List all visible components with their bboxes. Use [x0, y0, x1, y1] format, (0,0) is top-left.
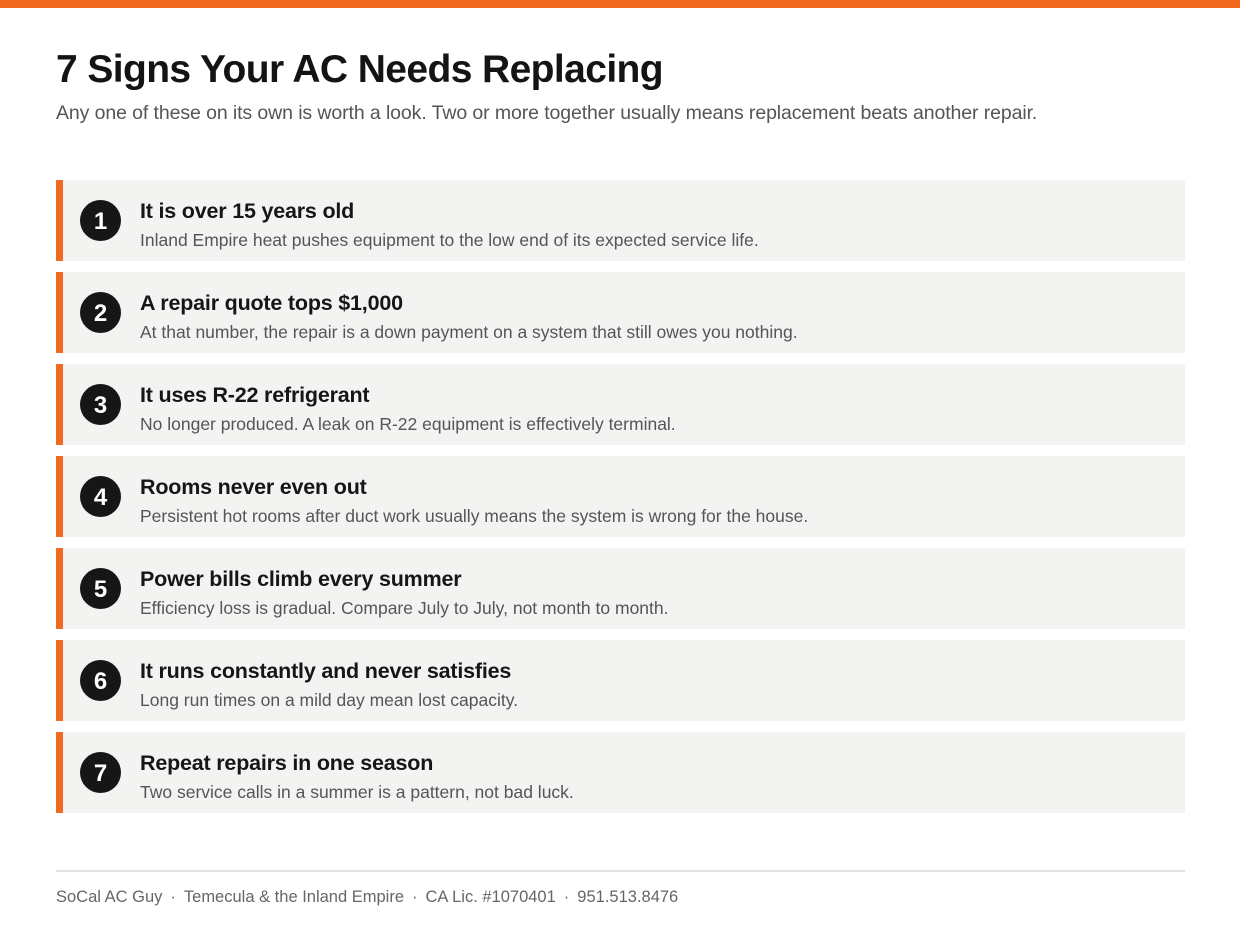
sign-accent-bar	[56, 272, 63, 353]
sign-accent-bar	[56, 548, 63, 629]
footer-separator: ·	[412, 888, 418, 906]
sign-number-badge: 2	[80, 292, 121, 333]
footer	[56, 886, 678, 908]
sign-accent-bar	[56, 640, 63, 721]
page-title: 7 Signs Your AC Needs Replacing	[56, 48, 663, 91]
sign-accent-bar	[56, 732, 63, 813]
sign-description: At that number, the repair is a down payment on a system that still owes you nothing.	[140, 322, 798, 342]
sign-card-7	[56, 732, 1185, 813]
footer-company: SoCal AC Guy	[56, 888, 163, 906]
footer-service-area: Temecula & the Inland Empire	[183, 888, 405, 906]
signs-list	[56, 180, 1185, 824]
sign-number-badge: 6	[80, 660, 121, 701]
sign-card-1	[56, 180, 1185, 261]
sign-title: It runs constantly and never satisfies	[140, 659, 512, 683]
sign-number-badge: 7	[80, 752, 121, 793]
sign-number-badge: 1	[80, 200, 121, 241]
footer-separator: ·	[563, 888, 570, 906]
sign-card-4	[56, 456, 1185, 537]
sign-title: Repeat repairs in one season	[140, 751, 434, 775]
sign-description: Inland Empire heat pushes equipment to the low end of its expected service life.	[140, 230, 759, 250]
sign-title: Rooms never even out	[140, 475, 367, 499]
sign-description: Persistent hot rooms after duct work usually means the system is wrong for the house.	[140, 506, 809, 526]
sign-accent-bar	[56, 456, 63, 537]
sign-description: Efficiency loss is gradual. Compare July to July, not month to month.	[140, 598, 669, 618]
sign-number-badge: 3	[80, 384, 121, 425]
sign-number-badge: 4	[80, 476, 121, 517]
sign-title: It uses R-22 refrigerant	[140, 383, 370, 407]
sign-accent-bar	[56, 364, 63, 445]
sign-card-6	[56, 640, 1185, 721]
sign-card-3	[56, 364, 1185, 445]
sign-card-5	[56, 548, 1185, 629]
sign-description: Two service calls in a summer is a pattern, not bad luck.	[140, 782, 574, 802]
footer-divider	[56, 870, 1185, 872]
page-subtitle: Any one of these on its own is worth a look. Two or more together usually means replacement beats another repair.	[56, 102, 1038, 124]
top-accent-bar	[0, 0, 1240, 8]
sign-title: It is over 15 years old	[140, 199, 355, 223]
sign-number-badge: 5	[80, 568, 121, 609]
sign-title: A repair quote tops $1,000	[140, 291, 403, 315]
footer-license: CA Lic. #1070401	[425, 888, 556, 906]
sign-description: Long run times on a mild day mean lost capacity.	[140, 690, 519, 710]
sign-description: No longer produced. A leak on R-22 equipment is effectively terminal.	[140, 414, 676, 434]
footer-phone: 951.513.8476	[577, 888, 679, 906]
sign-title: Power bills climb every summer	[140, 567, 462, 591]
footer-separator: ·	[170, 888, 176, 906]
sign-accent-bar	[56, 180, 63, 261]
sign-card-2	[56, 272, 1185, 353]
